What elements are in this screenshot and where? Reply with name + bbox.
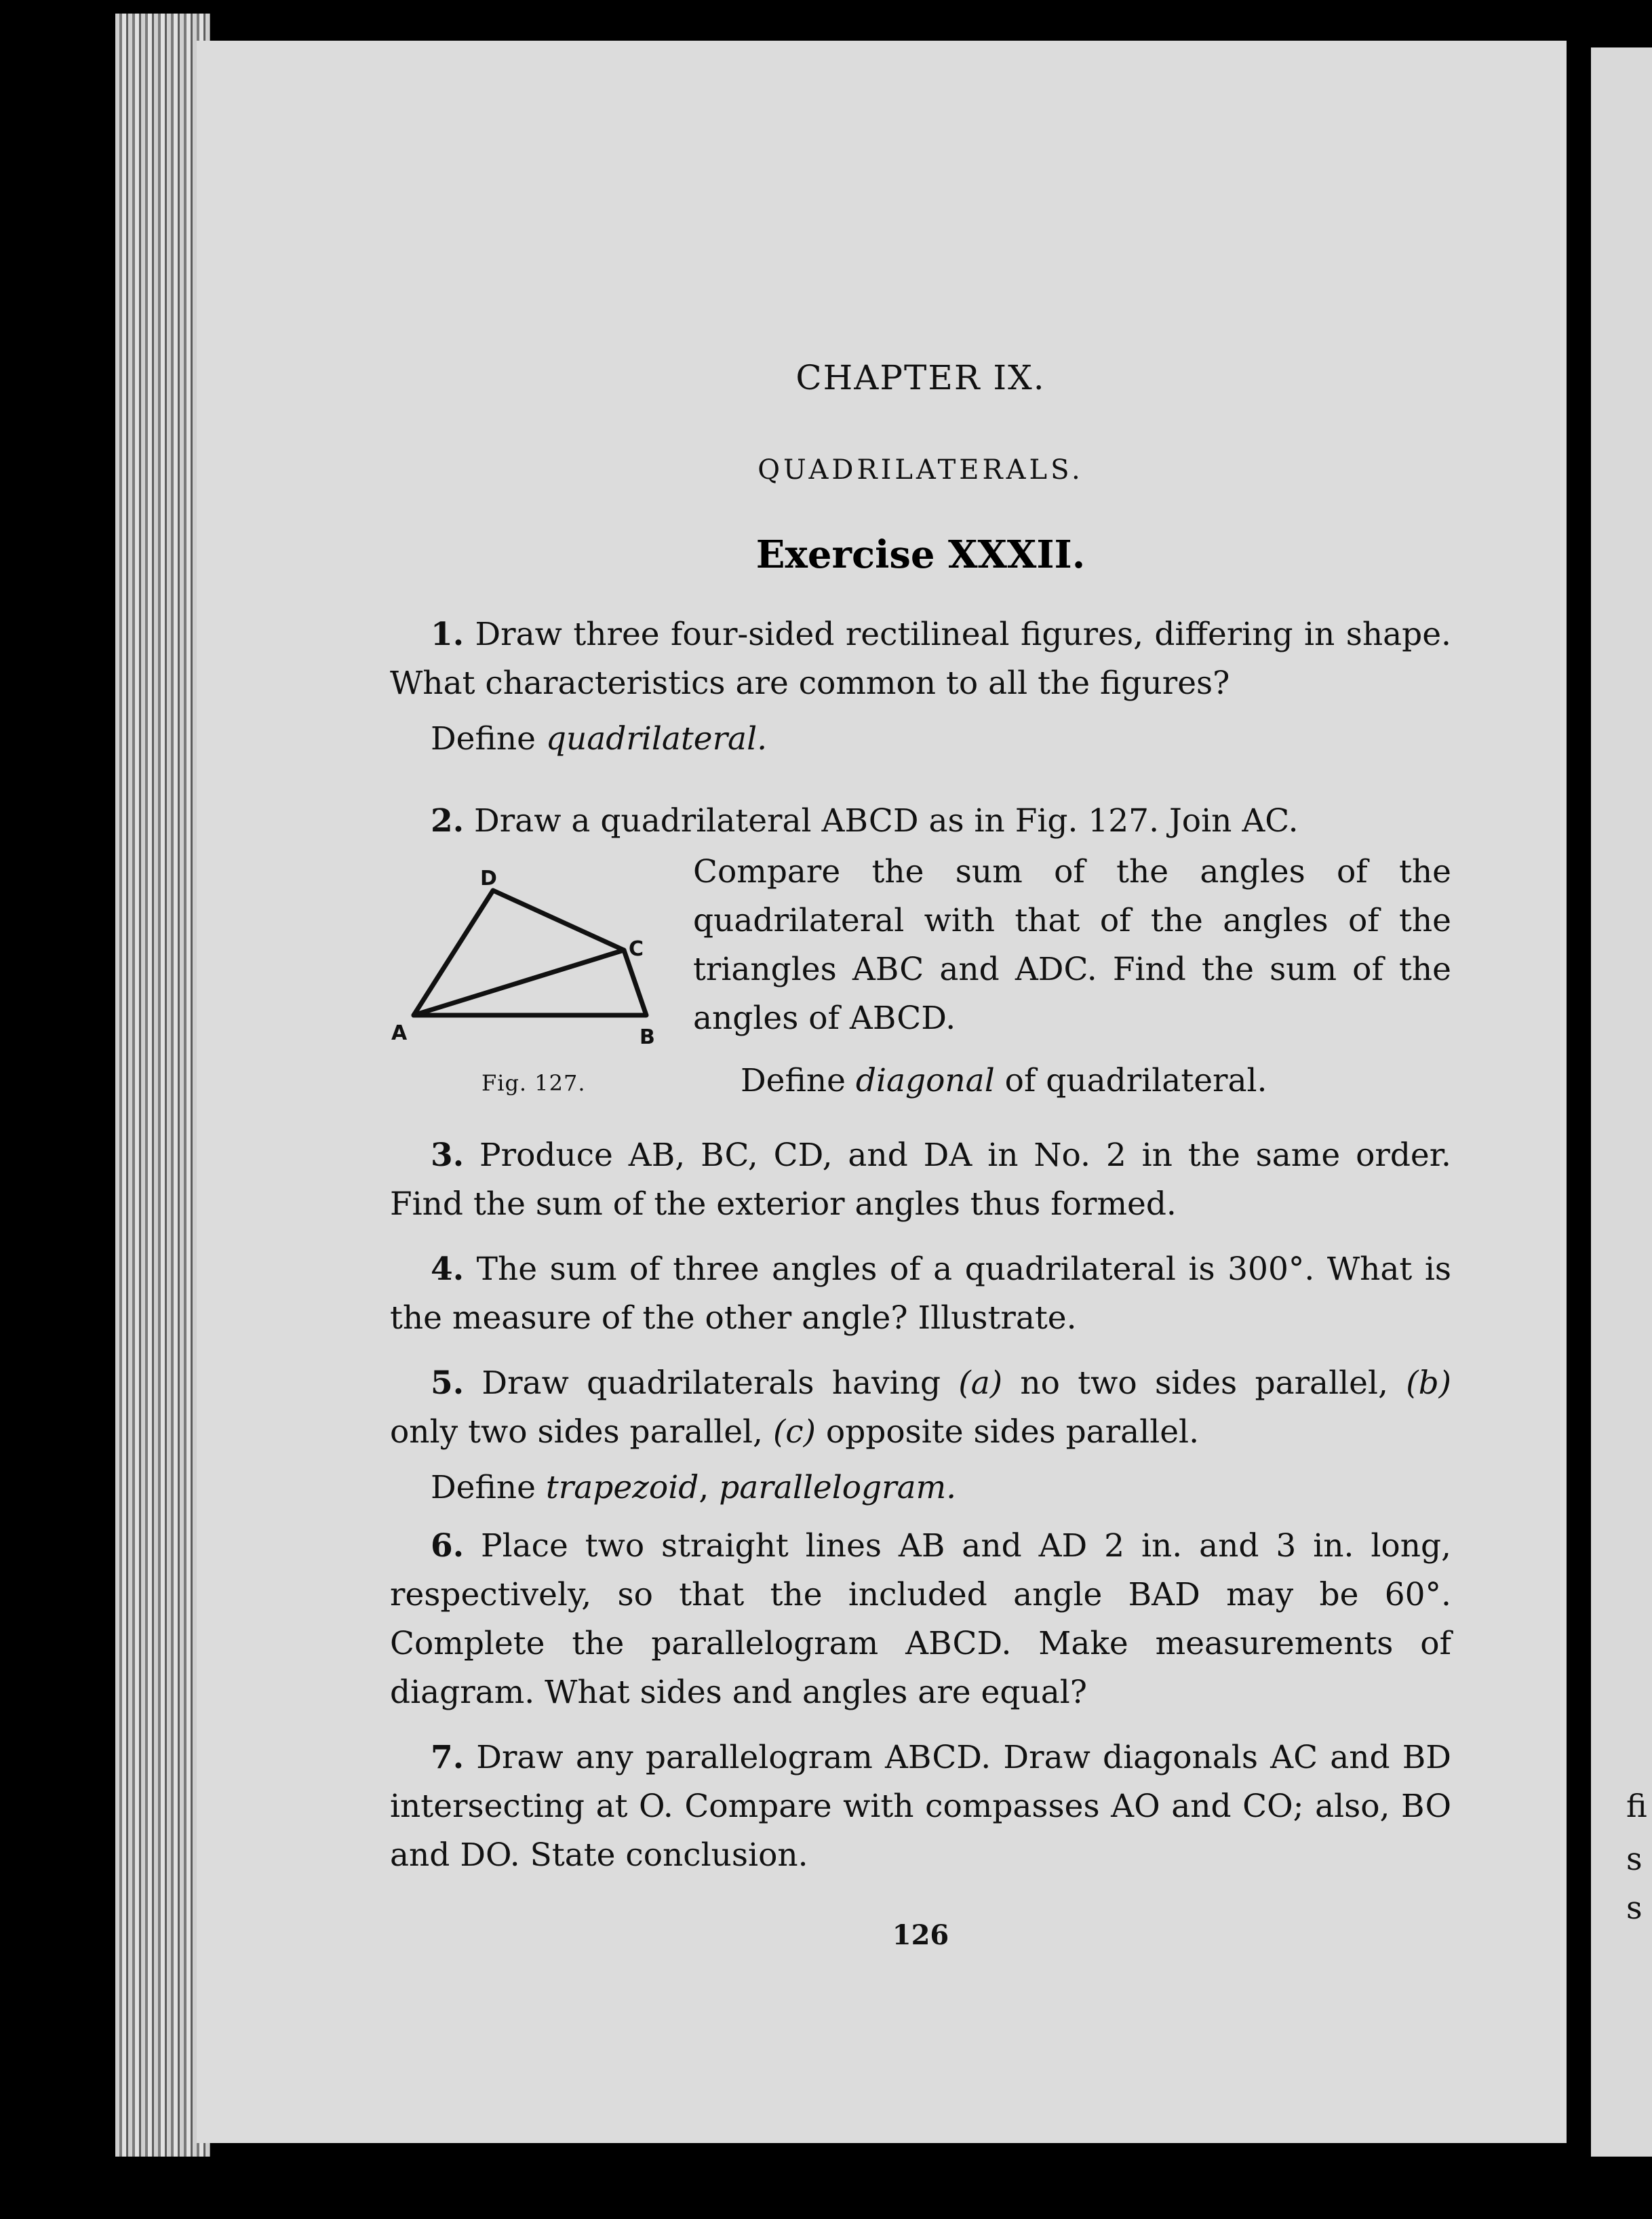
define-term: quadrilateral. <box>545 720 768 758</box>
question-text: only two sides parallel, <box>390 1413 773 1451</box>
question-number: 2. <box>431 802 465 840</box>
define-prefix: Define <box>431 720 546 758</box>
figure-127 <box>390 858 688 1061</box>
exercise-heading: Exercise XXXII. <box>755 532 1086 577</box>
section-heading: QUADRILATERALS. <box>758 454 1084 486</box>
question-1 <box>390 610 1451 764</box>
chapter-heading: CHAPTER IX. <box>795 358 1046 397</box>
option-label: (a) <box>958 1364 1003 1402</box>
define-term: parallelogram. <box>719 1469 957 1506</box>
define-term: trapezoid <box>545 1469 699 1506</box>
question-2 <box>390 797 1451 846</box>
question-text: Draw any parallelogram ABCD. Draw diagonals AC and BD intersecting at O. Compare with compasses AO and CO; also, BO and DO. State conclusion. <box>390 1739 1451 1874</box>
question-4 <box>390 1245 1451 1343</box>
question-7 <box>390 1733 1451 1880</box>
page-edges <box>115 14 210 2157</box>
question-text: Draw quadrilaterals having <box>481 1364 959 1402</box>
question-number: 3. <box>431 1137 465 1174</box>
next-page-fragment: s <box>1626 1841 1643 1877</box>
vertex-label-c: C <box>629 937 644 961</box>
question-text: opposite sides parallel. <box>815 1413 1200 1451</box>
question-2-continued <box>693 848 1451 1105</box>
question-5-define <box>390 1464 1451 1512</box>
next-page-sliver <box>1591 47 1652 2157</box>
next-page-fragment: fi <box>1626 1788 1647 1824</box>
define-term: diagonal <box>855 1062 995 1099</box>
questions-3-to-7 <box>390 1131 1451 1880</box>
question-3 <box>390 1131 1451 1229</box>
question-number: 7. <box>431 1739 465 1776</box>
define-prefix: Define <box>431 1469 546 1506</box>
question-number: 5. <box>431 1364 465 1402</box>
figure-caption: Fig. 127. <box>481 1070 586 1096</box>
question-text: The sum of three angles of a quadrilateral is 300°. What is the measure of the other angle? Illustrate. <box>390 1251 1451 1337</box>
question-text: Draw three four-sided rectilineal figures, differing in shape. What characteristics are common to all the figures? <box>390 616 1451 702</box>
question-number: 1. <box>431 616 465 653</box>
question-text: Compare the sum of the angles of the quadrilateral with that of the angles of the triangles ABC and ADC. Find the sum of the angles of ABCD. <box>693 853 1451 1037</box>
vertex-label-d: D <box>480 867 497 890</box>
define-separator: , <box>699 1469 720 1506</box>
question-text: Draw a quadrilateral ABCD as in Fig. 127. Join AC. <box>474 802 1299 840</box>
vertex-label-b: B <box>640 1025 655 1049</box>
vertex-label-a: A <box>391 1021 408 1045</box>
question-text: Place two straight lines AB and AD 2 in. and 3 in. long, respectively, so that the included angle BAD may be 60°. Complete the parallelogram ABCD. Make measurements of diagram. What sides and angles are equal? <box>390 1527 1451 1711</box>
question-number: 6. <box>431 1527 465 1565</box>
next-page-fragment: s <box>1626 1889 1643 1926</box>
question-5 <box>390 1359 1451 1457</box>
question-text: no two sides parallel, <box>1002 1364 1407 1402</box>
define-suffix: of quadrilateral. <box>994 1062 1267 1099</box>
page-number: 126 <box>892 1919 949 1951</box>
question-number: 4. <box>431 1251 465 1288</box>
question-6 <box>390 1522 1451 1717</box>
define-prefix: Define <box>741 1062 856 1099</box>
option-label: (b) <box>1406 1364 1452 1402</box>
question-text: Produce AB, BC, CD, and DA in No. 2 in the same order. Find the sum of the exterior angles thus formed. <box>390 1137 1451 1223</box>
option-label: (c) <box>772 1413 816 1451</box>
diagonal-ac <box>414 950 624 1015</box>
